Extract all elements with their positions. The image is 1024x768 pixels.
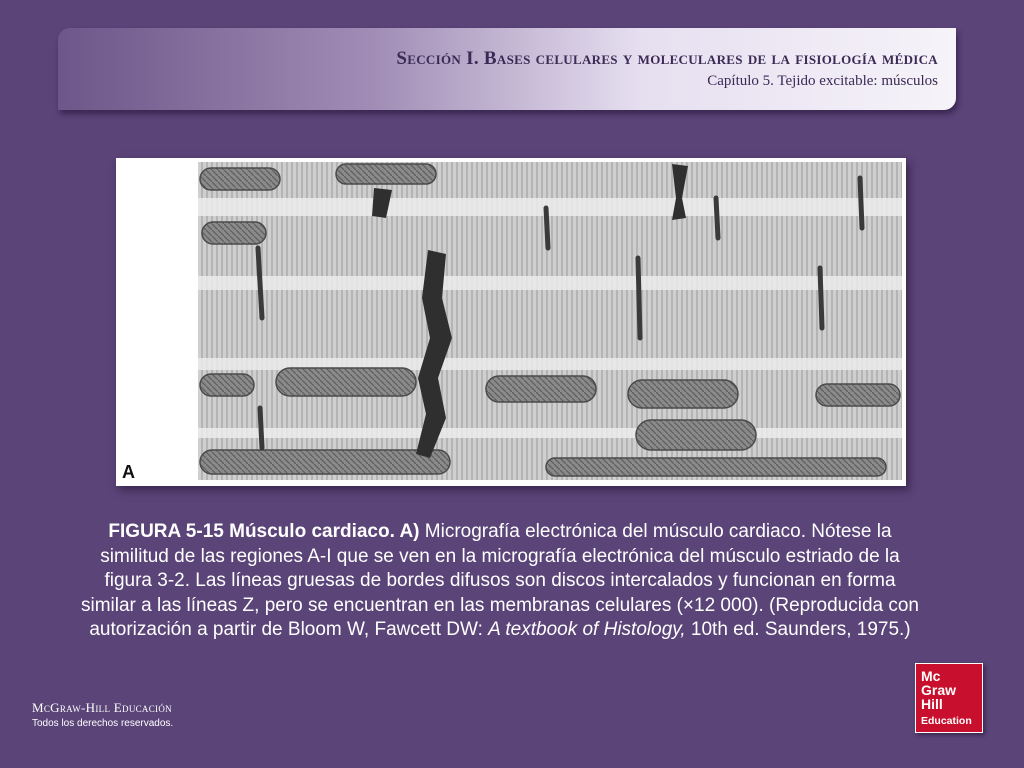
caption-text-1: Micrografía electrónica del músculo cardiaco. Nótese la similitud de las regiones A-I que se ven en la micrografía electrónica del músculo estriado de la figura 3-2. Las líneas gruesas de bordes difusos son discos intercalados y funcionan en forma similar a las líneas Z, pero se encuentran en las membranas celulares (×12 000). (Reproducida con autorización a partir de Bloom W, Fawcett DW: (80, 521, 919, 640)
panel-label: A (122, 462, 135, 482)
logo-line-3: Hill (921, 696, 943, 712)
footer-rights: Todos los derechos reservados. (32, 718, 174, 729)
logo-line-1: Mc (921, 668, 941, 684)
logo-line-2: Graw (921, 682, 957, 698)
caption-book-title: A textbook of Histology, (488, 619, 686, 640)
logo-line-4: Education (921, 715, 972, 727)
micrograph-image (116, 158, 906, 486)
caption-text-2: 10th ed. Saunders, 1975.) (685, 619, 911, 640)
section-title: Sección I. Bases celulares y moleculares de la fisiología médica (396, 48, 938, 69)
micrograph-figure (116, 158, 906, 486)
header-banner (58, 28, 956, 110)
footer (32, 700, 173, 729)
chapter-title: Capítulo 5. Tejido excitable: músculos (707, 73, 938, 89)
caption-figure-id: FIGURA 5-15 Músculo cardiaco. A) (108, 521, 420, 542)
figure-caption (80, 520, 920, 643)
footer-brand: McGraw-Hill Educación (32, 700, 172, 715)
header-text (396, 48, 938, 90)
mcgraw-hill-logo (915, 663, 983, 733)
